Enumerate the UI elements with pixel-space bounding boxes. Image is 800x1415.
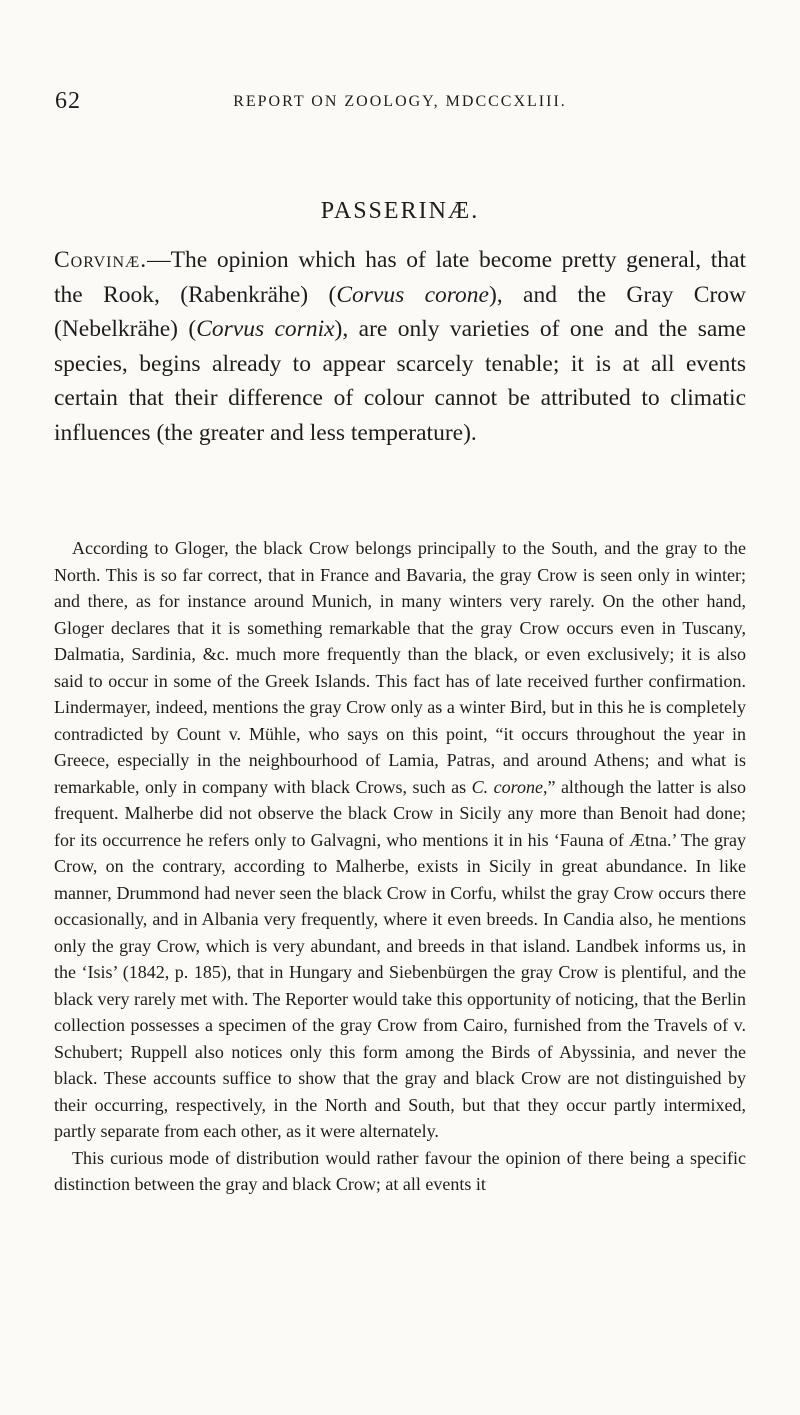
body-text-run: This curious mode of distribution would rather favour the opinion of there being a specific distinction between the gray and black Crow; at all events it bbox=[54, 1147, 746, 1194]
page-number: 62 bbox=[55, 88, 81, 114]
lead-text-3: ), are only varieties of one and the same species, begins already to appear scarcely tenable; it is at all events certain that their difference of colour cannot be attributed to climatic influences (the greater and less temperature). bbox=[54, 316, 746, 446]
lead-label: Corvinæ. bbox=[54, 247, 148, 273]
body-text-run: According to Gloger, the black Crow belongs principally to the South, and the gray to the North. This is so far correct, that in France and Bavaria, the gray Crow is seen only in winter; and there, as for instance around Munich, in many winters very rarely. On the other hand, Gloger declares that it is something remarkable that the gray Crow occurs even in Tuscany, Dalmatia, Sardinia, &c. much more frequently than the black, or even exclusively; it is also said to occur in some of the Greek Islands. This fact has of late received further confirmation. Lindermayer, indeed, mentions the gray Crow only as a winter Bird, but in this he is completely contradicted by Count v. Mühle, who says on this point, “it occurs throughout the year in Greece, especially in the neighbourhood of Lamia, Patras, and around Athens; and what is remarkable, only in company with black Crows, such as bbox=[54, 538, 746, 797]
lead-text-2: ), and the Gray Crow (Nebelkrähe) ( bbox=[54, 281, 746, 342]
lead-paragraph bbox=[54, 243, 746, 450]
species-name: Corvus cornix bbox=[196, 316, 335, 342]
lead-text-1: —The opinion which has of late become pretty general, that the Rook, (Rabenkrähe) ( bbox=[54, 247, 746, 308]
species-name: Corvus corone bbox=[336, 281, 489, 308]
species-name: C. corone bbox=[471, 776, 543, 797]
running-title: REPORT ON ZOOLOGY, MDCCCXLIII. bbox=[233, 93, 567, 110]
page-header bbox=[55, 88, 745, 118]
body-paragraph bbox=[54, 535, 746, 1145]
body-text bbox=[54, 535, 746, 1198]
body-paragraph bbox=[54, 1145, 746, 1198]
body-text-run: ,” although the latter is also frequent. Malherbe did not observe the black Crow in Sicily any more than Benoit had done; for its occurrence he refers only to Galvagni, who mentions it in his ‘Fauna of Ætna.’ The gray Crow, on the contrary, according to Malherbe, exists in Sicily in great abundance. In like manner, Drummond had never seen the black Crow in Corfu, whilst the gray Crow occurs there occasionally, and in Albania very frequently, where it even breeds. In Candia also, he mentions only the gray Crow, which is very abundant, and breeds in that island. Landbek informs us, in the ‘Isis’ (1842, p. 185), that in Hungary and Siebenbürgen the gray Crow is plentiful, and the black very rarely met with. The Reporter would take this opportunity of noticing, that the Berlin collection possesses a specimen of the gray Crow from Cairo, furnished from the Travels of v. Schubert; Ruppell also notices only this form among the Birds of Abyssinia, and never the black. These accounts suffice to show that the gray and black Crow are not distinguished by their occurring, respectively, in the North and South, but that they occur partly intermixed, partly separate from each other, as it were alternately. bbox=[54, 776, 746, 1141]
section-title: PASSERINÆ. bbox=[320, 198, 480, 224]
